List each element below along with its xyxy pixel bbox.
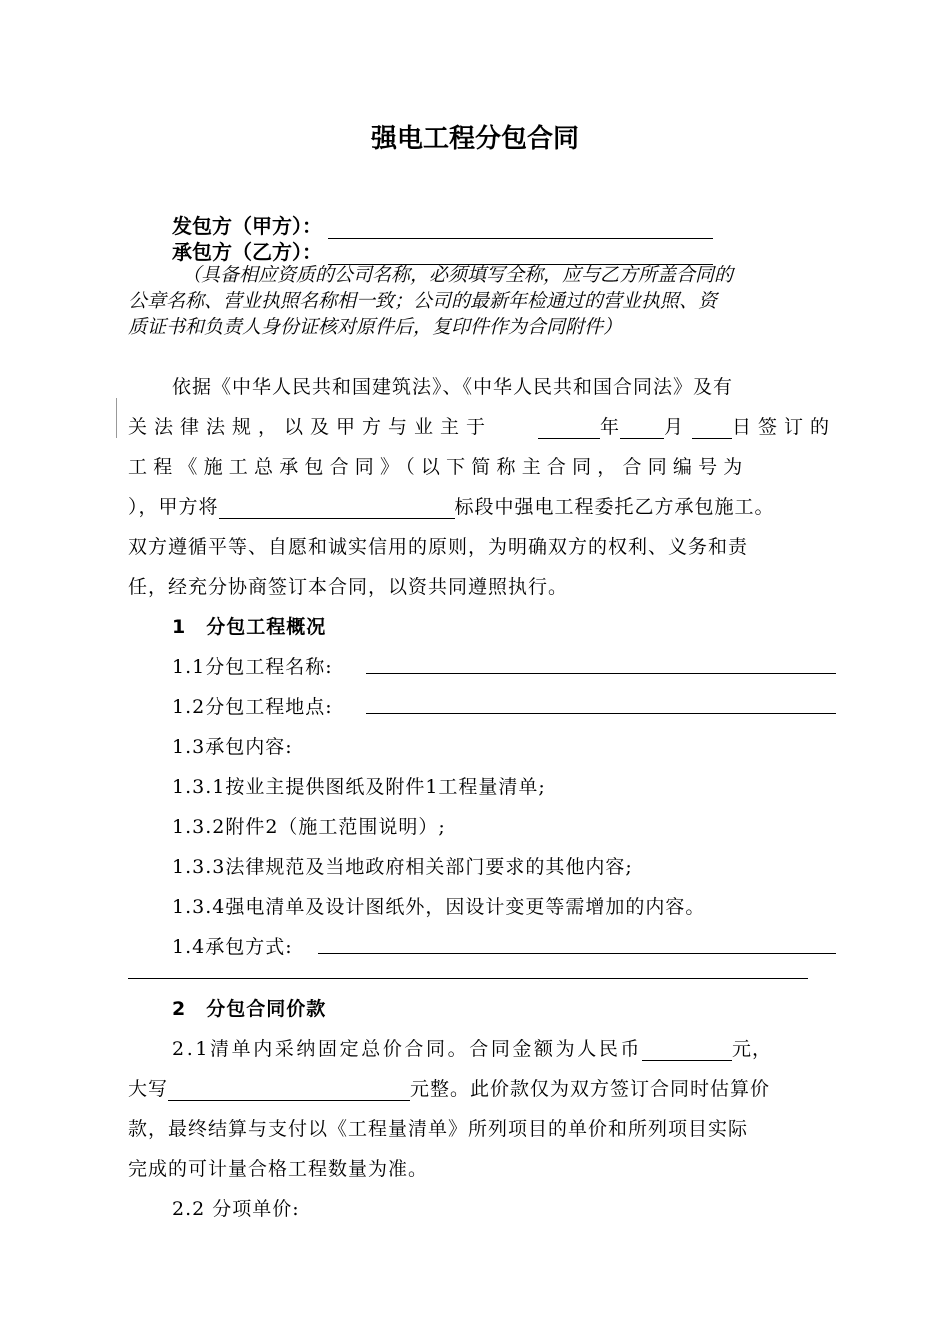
item-2-1-line-1: 2.1清单内采纳固定总价合同。合同金额为人民币 元， bbox=[172, 1038, 773, 1060]
qualification-note bbox=[128, 262, 838, 340]
note-line: 质证书和负责人身份证核对原件后，复印件作为合同附件） bbox=[128, 316, 623, 338]
section-1-heading: 1 分包工程概况 bbox=[172, 616, 327, 638]
section-2-heading: 2 分包合同价款 bbox=[172, 998, 327, 1020]
contract-method-blank[interactable] bbox=[318, 953, 836, 954]
item-2-1-line-4: 完成的可计量合格工程数量为准。 bbox=[128, 1158, 429, 1180]
intro-line-2: 关法律法规，以及甲方与业主于 年 月 日签订的 bbox=[128, 416, 836, 438]
item-1-3-2: 1.3.2附件2（施工范围说明）; bbox=[172, 816, 446, 838]
intro-line-3: 工程《施工总承包合同》（以下简称主合同，合同编号为 bbox=[128, 456, 749, 478]
item-1-1: 1.1分包工程名称: bbox=[172, 656, 333, 678]
intro-line-5: 双方遵循平等、自愿和诚实信用的原则，为明确双方的权利、义务和责 bbox=[128, 536, 749, 558]
project-location-blank[interactable] bbox=[366, 713, 836, 714]
project-name-blank[interactable] bbox=[366, 673, 836, 674]
item-1-4: 1.4承包方式: bbox=[172, 936, 293, 958]
item-1-3-3: 1.3.3法律规范及当地政府相关部门要求的其他内容; bbox=[172, 856, 633, 878]
year-blank[interactable] bbox=[538, 418, 600, 439]
margin-mark bbox=[116, 398, 117, 438]
party-a-label: 发包方（甲方）： bbox=[172, 214, 322, 238]
contract-title: 强电工程分包合同 bbox=[370, 124, 579, 154]
item-2-2: 2.2 分项单价: bbox=[172, 1198, 300, 1220]
item-1-3-4: 1.3.4强电清单及设计图纸外，因设计变更等需增加的内容。 bbox=[172, 896, 706, 918]
item-2-1-line-2: 大写 元整。此价款仅为双方签订合同时估算价 bbox=[128, 1078, 771, 1100]
intro-line-6: 任，经充分协商签订本合同，以资共同遵照执行。 bbox=[128, 576, 569, 598]
amount-blank[interactable] bbox=[642, 1040, 732, 1061]
party-b-label: 承包方（乙方）： bbox=[172, 240, 322, 264]
section-blank[interactable] bbox=[219, 498, 455, 519]
day-blank[interactable] bbox=[692, 418, 732, 439]
contract-method-blank-2[interactable] bbox=[128, 978, 808, 979]
intro-line-4: ），甲方将 标段中强电工程委托乙方承包施工。 bbox=[128, 496, 775, 518]
amount-in-words-blank[interactable] bbox=[168, 1080, 410, 1101]
note-line: 公章名称、营业执照名称相一致；公司的最新年检通过的营业执照、资 bbox=[128, 290, 718, 312]
party-b-row bbox=[172, 236, 713, 265]
item-1-3-1: 1.3.1按业主提供图纸及附件1工程量清单; bbox=[172, 776, 546, 798]
item-1-2: 1.2分包工程地点: bbox=[172, 696, 333, 718]
note-line: （具备相应资质的公司名称，必须填写全称，应与乙方所盖合同的 bbox=[182, 264, 734, 286]
intro-line-1: 依据《中华人民共和国建筑法》、《中华人民共和国合同法》及有 bbox=[172, 376, 734, 398]
item-2-1-line-3: 款，最终结算与支付以《工程量清单》所列项目的单价和所列项目实际 bbox=[128, 1118, 749, 1140]
party-a-row bbox=[172, 210, 713, 239]
month-blank[interactable] bbox=[620, 418, 664, 439]
item-1-3: 1.3承包内容: bbox=[172, 736, 293, 758]
